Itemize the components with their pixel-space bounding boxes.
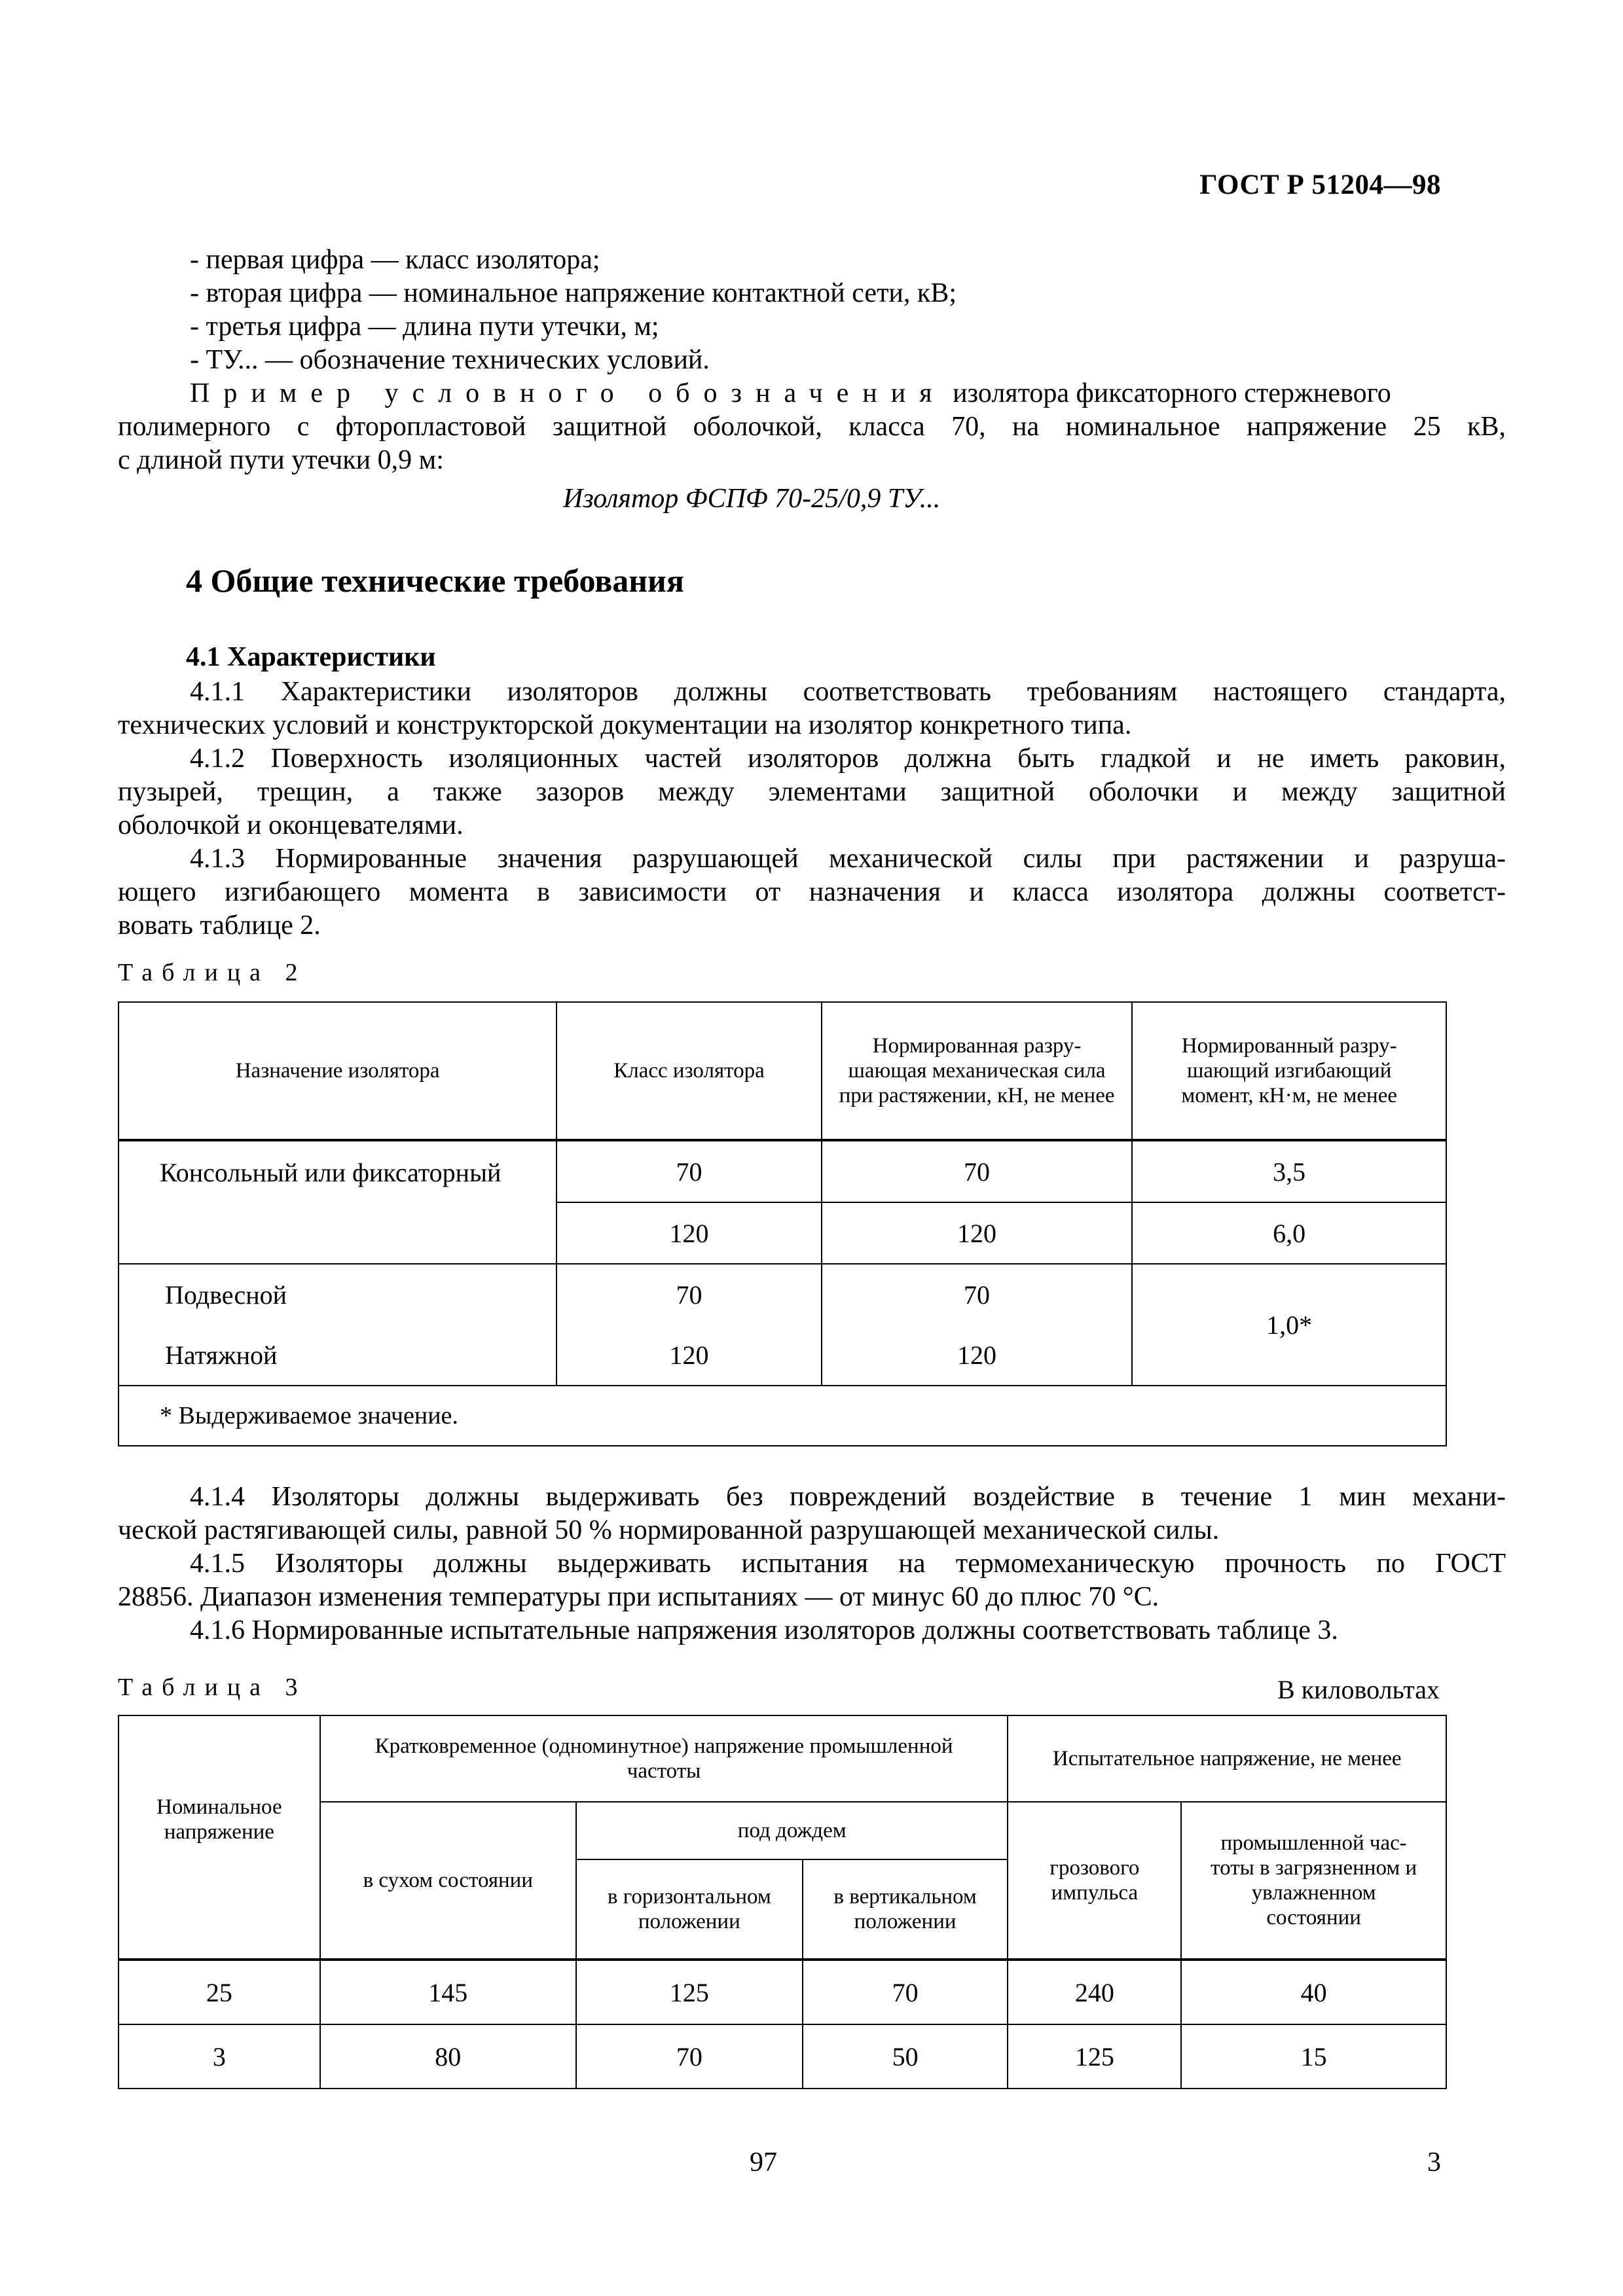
table3-units: В киловольтах <box>1277 1675 1440 1704</box>
example-label: Пример условного обозначения <box>190 378 946 408</box>
table-footnote: * Выдерживаемое значение. <box>119 1386 1446 1446</box>
col-header-class: Класс изолятора <box>556 1002 821 1140</box>
cell-force: 120 <box>822 1325 1133 1386</box>
cell-class: 70 <box>556 1140 821 1202</box>
col-header-force: Нормированная разру-шающая механическая сила при растяжении, кН, не менее <box>822 1002 1133 1140</box>
table-2 <box>118 1001 1447 1446</box>
list-item: - ТУ... — обозначение технических условий. <box>190 345 710 375</box>
paragraph-line: 4.1.6 Нормированные испытательные напряжения изоляторов должны соответствовать таблице 3. <box>190 1615 1338 1645</box>
table-cell: 3 <box>119 2024 320 2089</box>
col-header-impulse: грозового импульса <box>1008 1802 1181 1960</box>
table-header-row <box>119 1715 1446 1802</box>
col-header-test-voltage: Испытательное напряжение, не менее <box>1008 1715 1446 1802</box>
paragraphs-b <box>118 1480 1506 1647</box>
table-cell: 125 <box>576 1960 803 2024</box>
list-item: - вторая цифра — номинальное напряжение контактной сети, кВ; <box>190 278 957 308</box>
example-line3: с длиной пути утечки 0,9 м: <box>118 445 444 475</box>
table-row <box>119 1140 1446 1202</box>
paragraph-line: 4.1.5 Изоляторы должны выдерживать испытания на термомеханическую прочность по ГОСТ <box>190 1549 1506 1579</box>
cell-force: 70 <box>822 1140 1133 1202</box>
col-header-purpose: Назначение изолятора <box>119 1002 556 1140</box>
table-cell: 70 <box>576 2024 803 2089</box>
table-row <box>119 1264 1446 1325</box>
col-header-vertical: в вертикальном положении <box>803 1859 1008 1960</box>
paragraph-line: ющего изгибающего момента в зависимости от назначения и класса изолятора должны соответст- <box>118 877 1506 907</box>
paragraphs-a <box>118 675 1506 942</box>
col-header-short-term: Кратковременное (одноминутное) напряжение промышленной частоты <box>320 1715 1008 1802</box>
cell-moment: 6,0 <box>1132 1202 1446 1264</box>
paragraph-line: 28856. Диапазон изменения температуры при испытаниях — от минус 60 до плюс 70 °С. <box>118 1582 1159 1612</box>
cell-purpose: Консольный или фиксаторный <box>119 1140 556 1264</box>
paragraph-line: оболочкой и оконцевателями. <box>118 810 464 840</box>
example-line1-rest: изолятора фиксаторного стержневого <box>953 378 1391 408</box>
table-cell: 80 <box>320 2024 576 2089</box>
table-cell: 25 <box>119 1960 320 2024</box>
table2-caption: Таблица 2 <box>118 959 307 986</box>
paragraph-line: 4.1.4 Изоляторы должны выдерживать без повреждений воздействие в течение 1 мин механи- <box>190 1482 1506 1512</box>
page-number-center: 97 <box>750 2147 777 2178</box>
cell-force: 120 <box>822 1202 1133 1264</box>
table-cell: 50 <box>803 2024 1008 2089</box>
cell-class: 120 <box>556 1202 821 1264</box>
example-intro-line <box>118 377 1506 410</box>
cell-class: 120 <box>556 1325 821 1386</box>
intro-block <box>118 243 1506 477</box>
cell-purpose: Подвесной <box>119 1264 556 1325</box>
col-header-nominal: Номинальное напряжение <box>119 1715 320 1960</box>
list-item: - третья цифра — длина пути утечки, м; <box>190 312 659 342</box>
table-cell: 145 <box>320 1960 576 2024</box>
table-3 <box>118 1715 1447 2089</box>
list-item: - первая цифра — класс изолятора; <box>190 245 600 275</box>
example-line2: полимерного с фторопластовой защитной оболочкой, класса 70, на номинальное напряжение 25 кВ, <box>118 412 1506 442</box>
section-title: 4 Общие технические требования <box>186 562 684 599</box>
table-cell: 70 <box>803 1960 1008 2024</box>
col-header-rain: под дождем <box>576 1802 1008 1859</box>
table-row <box>119 1960 1446 2024</box>
paragraph-line: вовать таблице 2. <box>118 910 321 941</box>
paragraph-line: 4.1.1 Характеристики изоляторов должны соответствовать требованиям настоящего стандарта, <box>190 677 1506 707</box>
table-cell: 40 <box>1181 1960 1446 2024</box>
subsection-title: 4.1 Характеристики <box>186 642 436 672</box>
table3-caption: Таблица 3 <box>118 1674 307 1701</box>
example-designation: Изолятор ФСПФ 70-25/0,9 ТУ... <box>563 484 941 514</box>
table-cell: 240 <box>1008 1960 1181 2024</box>
document-code: ГОСТ Р 51204—98 <box>1199 170 1441 200</box>
table-cell: 15 <box>1181 2024 1446 2089</box>
table-row <box>119 2024 1446 2089</box>
col-header-polluted: промышленной час-тоты в загрязненном и увлажненном состоянии <box>1181 1802 1446 1960</box>
cell-moment: 3,5 <box>1132 1140 1446 1202</box>
col-header-moment: Нормированный разру-шающий изгибающий момент, кН·м, не менее <box>1132 1002 1446 1140</box>
paragraph-line: 4.1.2 Поверхность изоляционных частей изоляторов должна быть гладкой и не иметь раковин, <box>190 744 1506 774</box>
paragraph-line: 4.1.3 Нормированные значения разрушающей механической силы при растяжении и разруша- <box>190 844 1506 874</box>
cell-purpose: Натяжной <box>119 1325 556 1386</box>
cell-class: 70 <box>556 1264 821 1325</box>
table-footnote-row <box>119 1386 1446 1446</box>
cell-force: 70 <box>822 1264 1133 1325</box>
paragraph-line: ческой растягивающей силы, равной 50 % нормированной разрушающей механической силы. <box>118 1515 1220 1545</box>
page-number-right: 3 <box>1427 2147 1441 2178</box>
paragraph-line: пузырей, трещин, а также зазоров между элементами защитной оболочки и между защитной <box>118 777 1506 807</box>
col-header-dry: в сухом состоянии <box>320 1802 576 1960</box>
paragraph-line: технических условий и конструкторской документации на изолятор конкретного типа. <box>118 710 1132 740</box>
table-header-row <box>119 1002 1446 1140</box>
cell-moment: 1,0* <box>1132 1264 1446 1386</box>
col-header-horizontal: в горизонтальном положении <box>576 1859 803 1960</box>
table-cell: 125 <box>1008 2024 1181 2089</box>
